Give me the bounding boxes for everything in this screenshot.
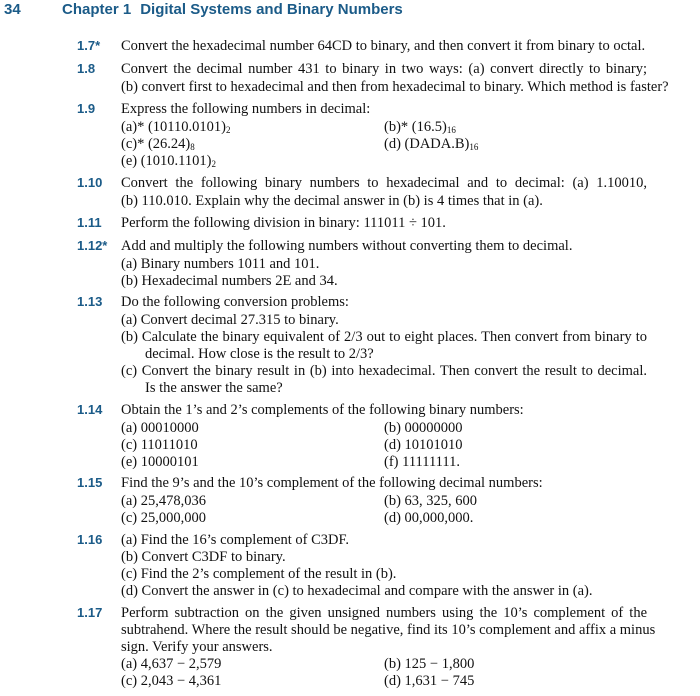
problem-number: 1.12* [77,238,108,253]
page-number: 34 [4,1,21,18]
problem-number: 1.7* [77,38,101,53]
problem-text: (b) convert first to hexadecimal and then from hexadecimal to binary. Which method is faster? [121,79,669,95]
problem-text: Perform the following division in binary: 111011 ÷ 101. [121,215,446,231]
chapter-title: Digital Systems and Binary Numbers [140,1,403,18]
problem-part: (a) Find the 16’s complement of C3DF. [121,532,349,548]
problem-number: 1.13 [77,294,103,309]
problem-text: Do the following conversion problems: [121,294,349,310]
problem-part: (b) 00000000 [384,420,463,436]
problem-part: (d) Convert the answer in (c) to hexadecimal and compare with the answer in (a). [121,583,593,599]
problem-part: (b) 63, 325, 600 [384,493,478,509]
problem-part: (e) $(1010.1101)_2$ [121,153,216,169]
problem-number: 1.15 [77,475,103,490]
problem-number: 1.16 [77,532,103,547]
problem-part: (a) Binary numbers 1011 and 101. [121,256,320,272]
problem-part: (c) 2,043 − 4,361 [121,673,222,689]
problem-part: (f) 11111111. [384,454,460,470]
problem-text: Convert the following binary numbers to hexadecimal and to decimal: (a) 1.10010, [121,175,647,191]
problem-part: Is the answer the same? [145,380,283,396]
problem-part: (a) 4,637 − 2,579 [121,656,222,672]
page-header [0,0,700,22]
problem-text: sign. Verify your answers. [121,639,273,655]
problem-part: (a) 00010000 [121,420,199,436]
problem-part: (a)* $(10110.0101)_2$ [121,119,231,135]
problem-part: (c) 25,000,000 [121,510,206,526]
problem-part: (d) 00,000,000. [384,510,474,526]
problem-text: (b) 110.010. Explain why the decimal answer in (b) is 4 times that in (a). [121,193,543,209]
problem-part: (c) Find the 2’s complement of the result in (b). [121,566,397,582]
problem-part: (b)* $(16.5)_{16}$ [384,119,456,135]
problem-part: (b) Convert C3DF to binary. [121,549,286,565]
problem-part: (d) 1,631 − 745 [384,673,475,689]
problem-number: 1.11 [77,215,102,230]
problem-part: (a) Convert decimal 27.315 to binary. [121,312,339,328]
chapter-heading [62,1,403,18]
problem-text: Find the 9’s and the 10’s complement of the following decimal numbers: [121,475,543,491]
chapter-label: Chapter 1 [62,1,132,18]
problem-part: (d) $(DADA.B)_{16}$ [384,136,479,152]
problem-part: (a) 25,478,036 [121,493,206,509]
problem-text: Obtain the 1’s and 2’s complements of the following binary numbers: [121,402,524,418]
problem-number: 1.14 [77,402,103,417]
problem-text: Perform subtraction on the given unsigned numbers using the 10’s complement of the [121,605,647,621]
problem-number: 1.9 [77,101,96,116]
problem-text: subtrahend. Where the result should be negative, find its 10’s complement and affix a minus [121,622,656,638]
problem-text: Convert the decimal number 431 to binary in two ways: (a) convert directly to binary; [121,61,647,77]
problem-part: (d) 10101010 [384,437,463,453]
problem-text: Convert the hexadecimal number 64CD to binary, and then convert it from binary to octal. [121,38,646,54]
problem-part: (c) Convert the binary result in (b) into hexadecimal. Then convert the result to decimal. [121,363,647,379]
problem-part: (c) 11011010 [121,437,198,453]
problem-part: (c)* $(26.24)_8$ [121,136,195,152]
problem-part: (b) 125 − 1,800 [384,656,475,672]
problem-text: Add and multiply the following numbers without converting them to decimal. [121,238,573,254]
problem-text: Express the following numbers in decimal: [121,101,371,117]
problem-part: (b) Hexadecimal numbers 2E and 34. [121,273,338,289]
problem-part: (b) Calculate the binary equivalent of 2/3 out to eight places. Then convert from binary to [121,329,647,345]
problem-number: 1.17 [77,605,103,620]
problem-number: 1.8 [77,61,96,76]
problem-number: 1.10 [77,175,103,190]
problem-part: (e) 10000101 [121,454,199,470]
problem-part: decimal. How close is the result to 2/3? [145,346,374,362]
